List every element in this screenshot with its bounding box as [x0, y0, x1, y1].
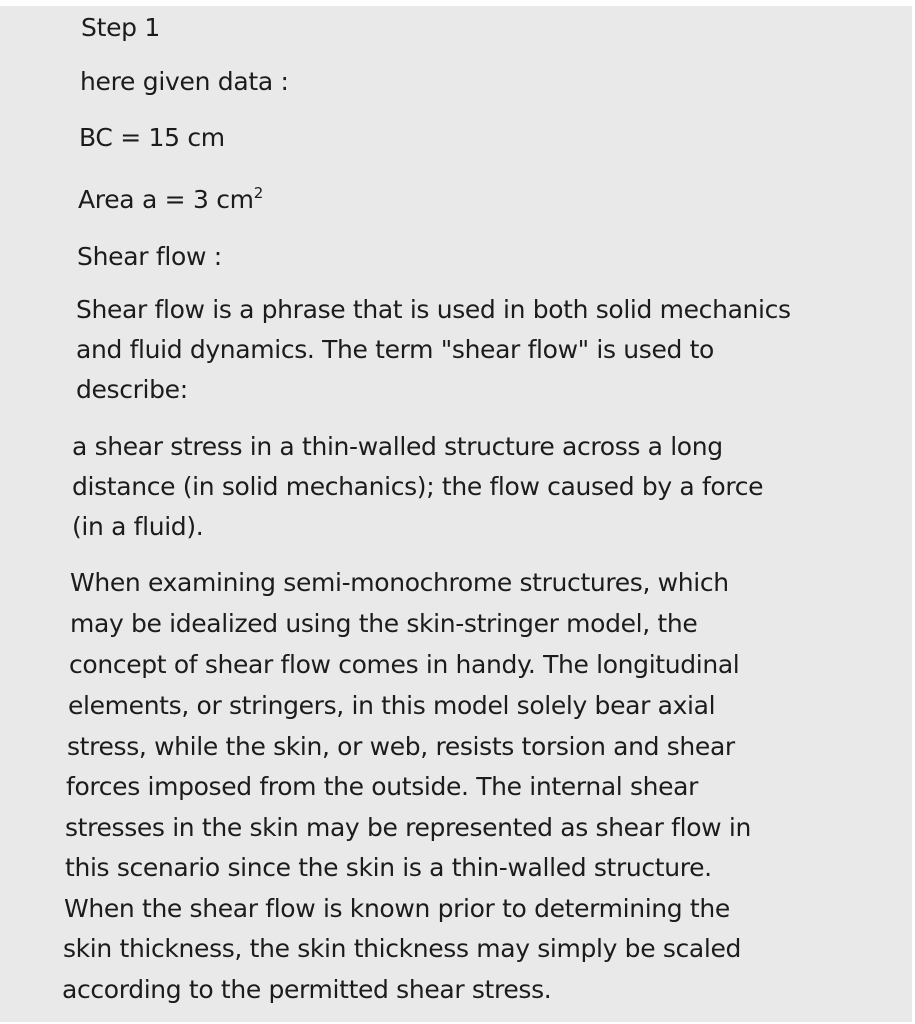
paragraph-line: forces imposed from the outside. The internal shear: [66, 772, 699, 801]
paragraph-line: stresses in the skin may be represented as shear flow in: [65, 813, 751, 842]
paragraph-line: a shear stress in a thin-walled structure across a long: [72, 432, 723, 461]
area-base: Area a = 3 cm: [78, 185, 254, 214]
paragraph-line: (in a fluid).: [72, 512, 204, 541]
paragraph-line: stress, while the skin, or web, resists torsion and shear: [67, 732, 735, 761]
paragraph-line: distance (in solid mechanics); the flow caused by a force: [72, 472, 764, 501]
area-value: [78, 185, 263, 215]
given-data-heading: here given data :: [80, 67, 289, 96]
paragraph-line: describe:: [76, 375, 188, 404]
bc-value: BC = 15 cm: [79, 123, 225, 152]
paragraph-line: concept of shear flow comes in handy. The longitudinal: [69, 650, 740, 679]
shear-flow-heading: Shear flow :: [77, 242, 222, 271]
paragraph-line: elements, or stringers, in this model solely bear axial: [68, 691, 716, 720]
paragraph-line: skin thickness, the skin thickness may simply be scaled: [63, 934, 742, 963]
area-exponent: 2: [253, 184, 263, 202]
document-page: [0, 6, 912, 1022]
paragraph-line: When the shear flow is known prior to determining the: [64, 894, 730, 923]
paragraph-line: this scenario since the skin is a thin-walled structure.: [65, 853, 712, 882]
paragraph-line: according to the permitted shear stress.: [62, 975, 552, 1004]
paragraph-line: and fluid dynamics. The term "shear flow" is used to: [76, 335, 715, 364]
paragraph-line: Shear flow is a phrase that is used in both solid mechanics: [76, 295, 791, 324]
paragraph-line: When examining semi-monochrome structures, which: [70, 568, 729, 597]
step-title: Step 1: [81, 13, 160, 42]
paragraph-line: may be idealized using the skin-stringer model, the: [70, 609, 698, 638]
